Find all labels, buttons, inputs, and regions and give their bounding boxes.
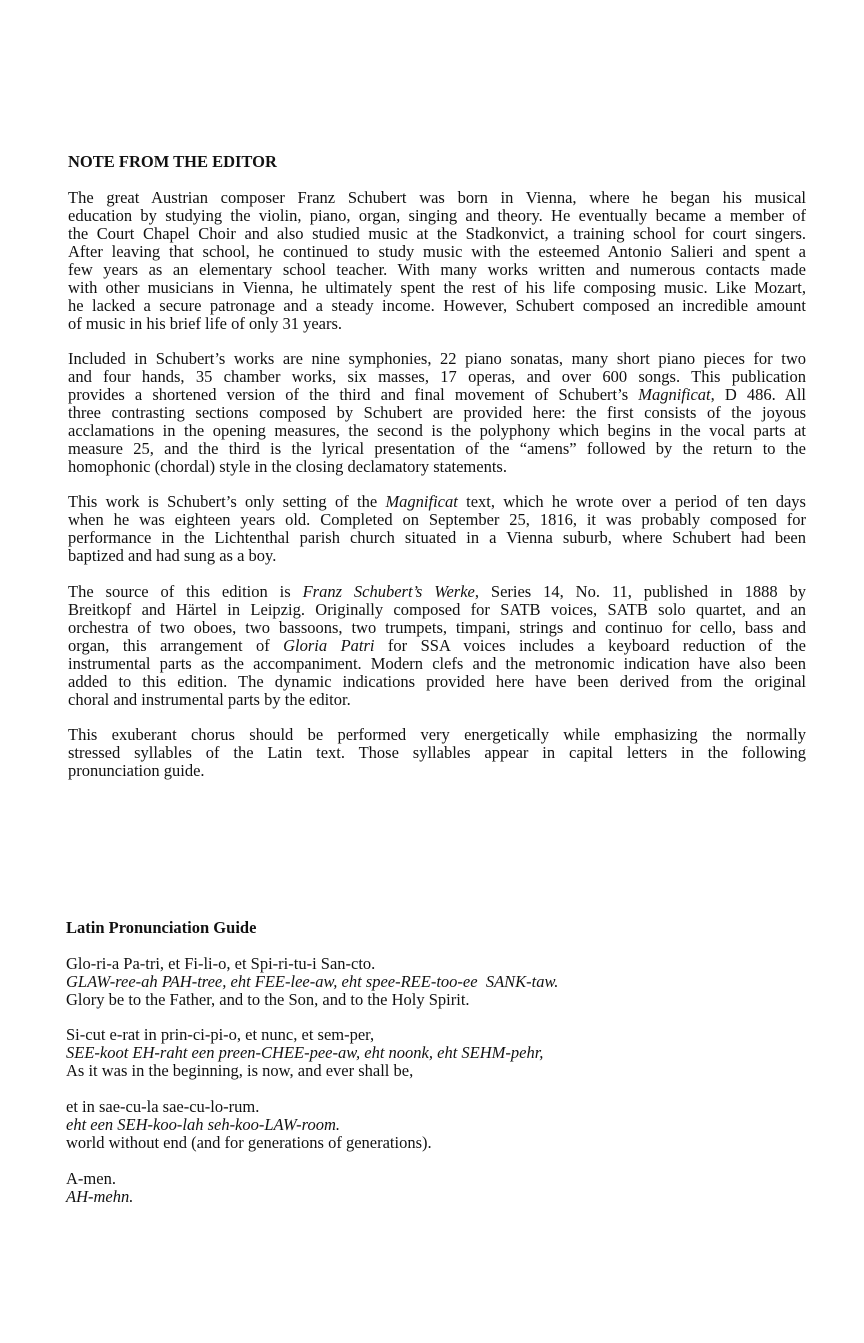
paragraph-line: with other musicians in Vienna, he ultimately spent the rest of his life composing music. Like Mozart, — [68, 278, 806, 297]
verse-latin: Glo-ri-a Pa-tri, et Fi-li-o, et Spi-ri-tu-i San-cto. — [66, 954, 376, 973]
italic-title: Magnificat — [638, 385, 711, 404]
verse-latin: Si-cut e-rat in prin-ci-pi-o, et nunc, et sem-per, — [66, 1025, 375, 1044]
paragraph-line: three contrasting sections composed by Schubert are provided here: the first consists of the joyous — [68, 403, 806, 422]
verse-english: As it was in the beginning, is now, and ever shall be, — [66, 1061, 414, 1080]
paragraph-line: baptized and had sung as a boy. — [68, 546, 277, 565]
verse-latin: et in sae-cu-la sae-cu-lo-rum. — [66, 1097, 260, 1116]
verse-phonetic: GLAW-ree-ah PAH-tree, eht FEE-lee-aw, eht spee-REE-too-ee SANK-taw. — [66, 972, 559, 991]
verse-4 — [66, 1170, 133, 1206]
paragraph-line: This exuberant chorus should be performed very energetically while emphasizing the normally — [68, 725, 806, 744]
italic-title: Magnificat — [385, 492, 458, 511]
paragraph-line: pronunciation guide. — [68, 761, 205, 780]
paragraph-line: The source of this edition is Franz Schubert’s Werke, Series 14, No. 11, published in 1888 by — [68, 582, 806, 601]
verse-latin: A-men. — [66, 1169, 116, 1188]
paragraph-line: measure 25, and the third is the lyrical presentation of the “amens” followed by the return to the — [68, 439, 806, 458]
paragraph-line: and four hands, 35 chamber works, six masses, 17 operas, and over 600 songs. This publication — [68, 367, 806, 386]
verse-phonetic: AH-mehn. — [66, 1187, 134, 1206]
paragraph-line: few years as an elementary school teacher. With many works written and numerous contacts made — [68, 260, 806, 279]
paragraph-line: stressed syllables of the Latin text. Those syllables appear in capital letters in the following — [68, 743, 806, 762]
editor-note-heading: NOTE FROM THE EDITOR — [68, 152, 277, 171]
verse-english: Glory be to the Father, and to the Son, and to the Holy Spirit. — [66, 990, 470, 1009]
verse-phonetic: eht een SEH-koo-lah seh-koo-LAW-room. — [66, 1115, 340, 1134]
paragraph-line: This work is Schubert’s only setting of the Magnificat text, which he wrote over a period of ten days — [68, 492, 806, 511]
editor-note-paragraph-1 — [68, 189, 806, 333]
editor-note-paragraph-2 — [68, 350, 806, 476]
paragraph-line: Breitkopf and Härtel in Leipzig. Originally composed for SATB voices, SATB solo quartet, and an — [68, 600, 806, 619]
verse-1 — [66, 955, 558, 1009]
paragraph-line: choral and instrumental parts by the editor. — [68, 690, 351, 709]
paragraph-line: education by studying the violin, piano, organ, singing and theory. He eventually became a member of — [68, 206, 806, 225]
paragraph-line: provides a shortened version of the third and final movement of Schubert’s Magnificat, D 486. All — [68, 385, 807, 404]
editor-note-paragraph-3 — [68, 493, 806, 565]
paragraph-line: the Court Chapel Choir and also studied music at the Stadkonvict, a training school for court singers. — [68, 224, 806, 243]
pronunciation-guide-title: Latin Pronunciation Guide — [66, 918, 257, 937]
paragraph-line: acclamations in the opening measures, the second is the polyphony which begins in the vocal parts at — [68, 421, 806, 440]
verse-english: world without end (and for generations of generations). — [66, 1133, 432, 1152]
paragraph-line: The great Austrian composer Franz Schubert was born in Vienna, where he began his musical — [68, 188, 806, 207]
paragraph-line: Included in Schubert’s works are nine symphonies, 22 piano sonatas, many short piano pieces for two — [68, 349, 806, 368]
verse-phonetic: SEE-koot EH-raht een preen-CHEE-pee-aw, eht noonk, eht SEHM-pehr, — [66, 1043, 544, 1062]
verse-3 — [66, 1098, 432, 1152]
verse-2 — [66, 1026, 543, 1080]
paragraph-line: orchestra of two oboes, two bassoons, two trumpets, timpani, strings and continuo for cello, bass and — [68, 618, 806, 637]
paragraph-line: performance in the Lichtenthal parish church situated in a Vienna suburb, where Schubert had been — [68, 528, 806, 547]
paragraph-line: organ, this arrangement of Gloria Patri for SSA voices includes a keyboard reduction of the — [68, 636, 806, 655]
italic-title: Franz Schubert’s Werke — [302, 582, 475, 601]
paragraph-line: he lacked a secure patronage and a steady income. However, Schubert composed an incredible amount — [68, 296, 806, 315]
paragraph-line: when he was eighteen years old. Completed on September 25, 1816, it was probably composed for — [68, 510, 806, 529]
editor-note-paragraph-4 — [68, 583, 806, 709]
paragraph-line: homophonic (chordal) style in the closing declamatory statements. — [68, 457, 507, 476]
paragraph-line: of music in his brief life of only 31 years. — [68, 314, 343, 333]
editor-note-paragraph-5 — [68, 726, 806, 780]
italic-title: Gloria Patri — [283, 636, 375, 655]
paragraph-line: instrumental parts as the accompaniment. Modern clefs and the metronomic indication have also been — [68, 654, 806, 673]
paragraph-line: added to this edition. The dynamic indications provided here have been derived from the original — [68, 672, 806, 691]
paragraph-line: After leaving that school, he continued to study music with the esteemed Antonio Salieri and spent a — [68, 242, 806, 261]
